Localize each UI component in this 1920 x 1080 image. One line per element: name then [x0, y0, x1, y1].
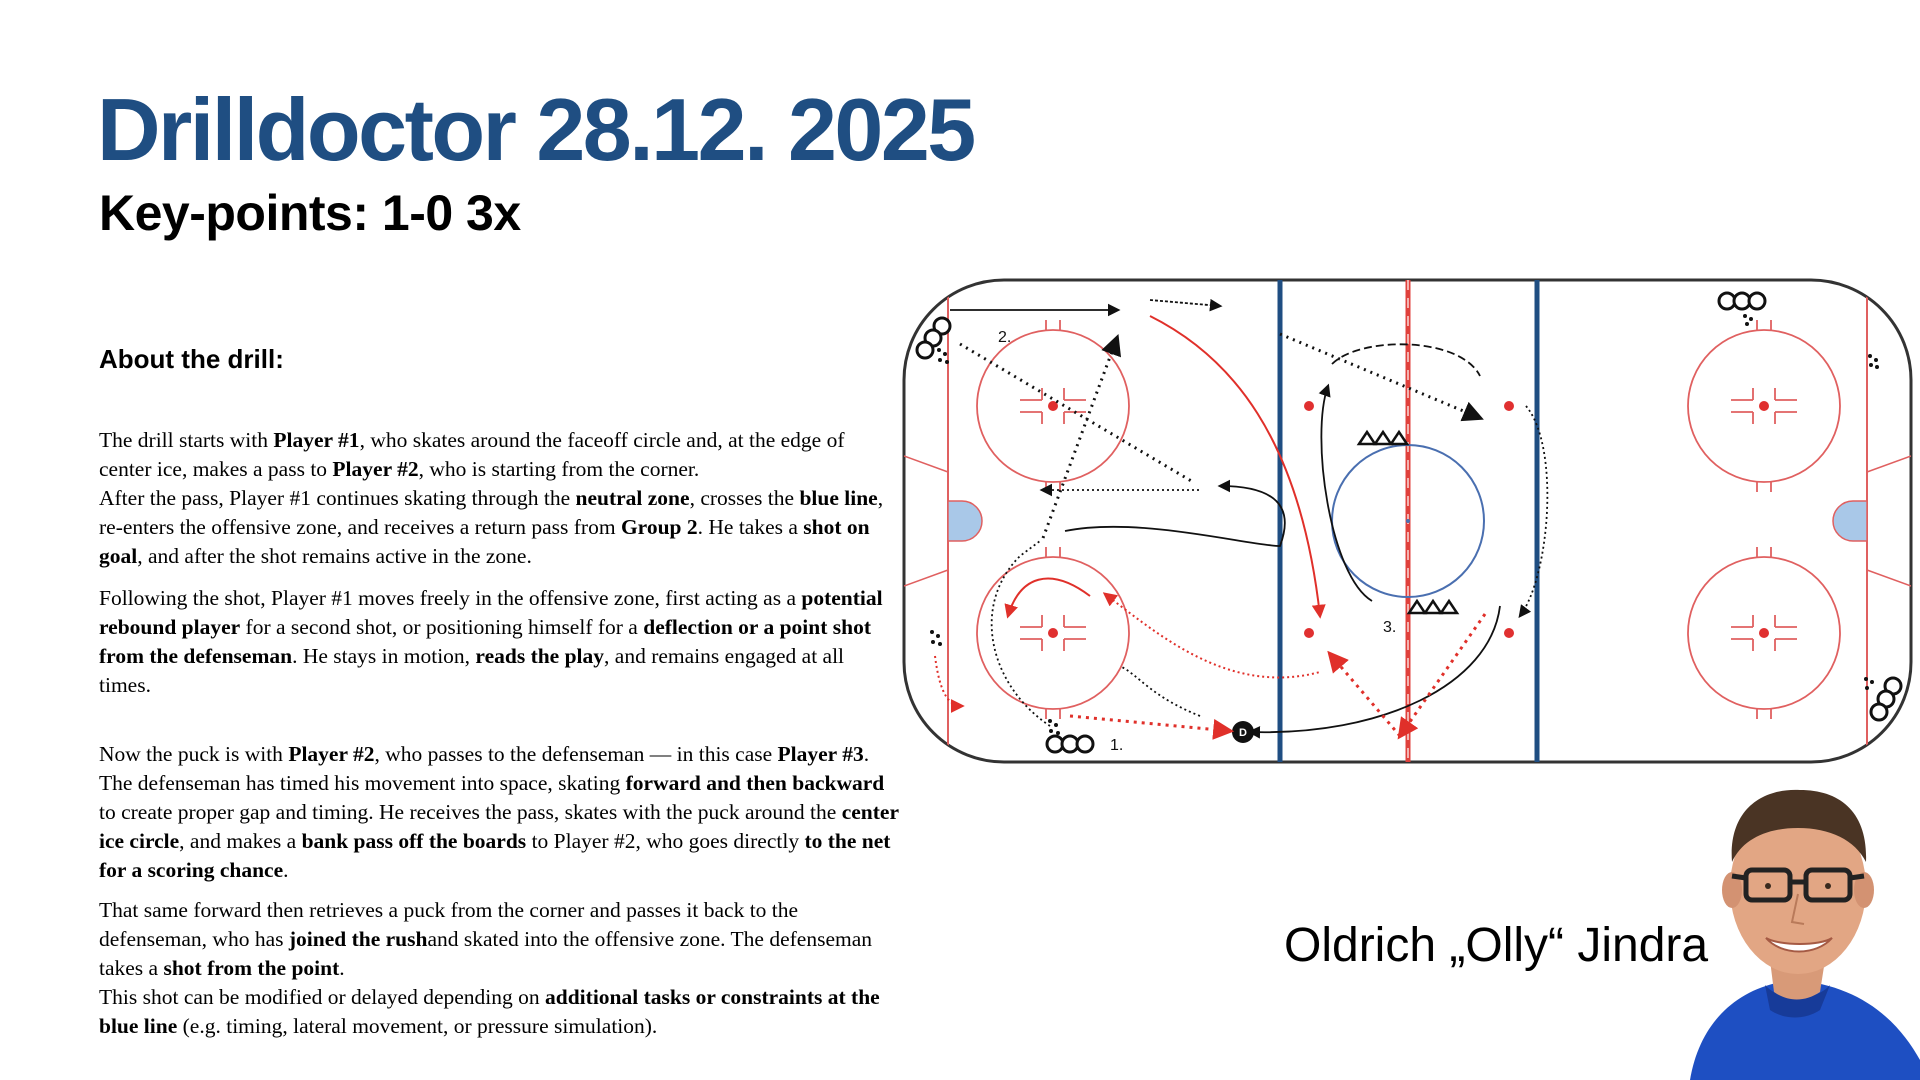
body-text: That same forward then retrieves a puck from the corner and passes it back to the defenseman, who has — [99, 898, 799, 951]
paragraph-2 — [99, 584, 899, 700]
emphasis-text: Player #1 — [273, 428, 360, 452]
body-text: , who skates around the faceoff circle and, at the edge of center ice, makes a pass to — [99, 428, 845, 481]
body-text: . He stays in motion, — [292, 644, 476, 668]
body-text: , and remains engaged at all times. — [99, 644, 845, 697]
body-text: , who is starting from the corner. — [418, 457, 700, 481]
body-text: , re-enters the offensive zone, and receives a return pass from — [99, 486, 884, 539]
emphasis-text: joined the rush — [288, 927, 428, 951]
body-text: The drill starts with — [99, 428, 274, 452]
emphasis-text: reads the play — [475, 644, 605, 668]
body-text: (e.g. timing, lateral movement, or pressure simulation). — [177, 1014, 658, 1038]
body-text: . The defenseman has timed his movement into space, skating — [99, 742, 870, 795]
body-text: and skated into the offensive zone. The defenseman takes a — [99, 927, 873, 980]
body-text: , crosses the — [689, 486, 800, 510]
player-2-label: 2. — [998, 329, 1012, 346]
paragraph-3 — [99, 740, 899, 885]
author-portrait — [1670, 770, 1920, 1080]
body-text: to create proper gap and timing. He receives the pass, skates with the puck around the — [99, 800, 842, 824]
emphasis-text: additional tasks or constraints at the blue line — [99, 985, 880, 1038]
body-text: . He takes a — [697, 515, 804, 539]
paragraph-1 — [99, 426, 899, 571]
section-heading: About the drill: — [99, 344, 284, 374]
author-name: Oldrich „Olly“ Jindra — [1284, 919, 1709, 972]
goal-crease-right — [1833, 501, 1867, 541]
emphasis-text: Player #2 — [288, 742, 375, 766]
body-text: This shot can be modified or delayed depending on — [99, 985, 546, 1009]
body-text: . — [283, 858, 289, 882]
page-title: Drilldoctor 28.12. 2025 — [97, 80, 974, 179]
body-text: , and after the shot remains active in the zone. — [137, 544, 532, 568]
player-group-1 — [1047, 736, 1093, 752]
emphasis-text: center ice circle — [99, 800, 899, 853]
emphasis-text: neutral zone — [575, 486, 690, 510]
player-3-label: 3. — [1383, 619, 1397, 636]
body-text: , who passes to the defenseman — in this case — [374, 742, 778, 766]
body-text: Following the shot, Player #1 moves freely in the offensive zone, first acting as a — [99, 586, 802, 610]
goal-crease-left — [948, 501, 982, 541]
body-text: , and makes a — [179, 829, 302, 853]
emphasis-text: shot from the point — [163, 956, 340, 980]
player-group-right-top — [1719, 293, 1765, 309]
paragraph-4 — [99, 896, 899, 1041]
body-text: to Player #2, who goes directly — [526, 829, 805, 853]
emphasis-text: Player #2 — [332, 457, 419, 481]
emphasis-text: potential rebound player — [99, 586, 883, 639]
defenseman-label: D — [1239, 727, 1247, 739]
player-1-label: 1. — [1110, 737, 1124, 754]
emphasis-text: Group 2 — [620, 515, 698, 539]
body-text: for a second shot, or positioning himself for a — [240, 615, 644, 639]
emphasis-text: forward and then backward — [625, 771, 885, 795]
emphasis-text: shot on goal — [99, 515, 870, 568]
page-subtitle: Key-points: 1-0 3x — [99, 185, 521, 241]
emphasis-text: Player #3 — [777, 742, 864, 766]
cones-top — [1359, 432, 1407, 444]
cones-bottom — [1409, 601, 1457, 613]
emphasis-text: bank pass off the boards — [301, 829, 527, 853]
emphasis-text: deflection or a point shot from the defenseman — [99, 615, 871, 668]
body-text: Now the puck is with — [99, 742, 289, 766]
drill-diagram — [900, 276, 1915, 766]
emphasis-text: to the net for a scoring chance — [99, 829, 891, 882]
emphasis-text: blue line — [799, 486, 878, 510]
body-text: . — [339, 956, 345, 980]
body-text: After the pass, Player #1 continues skating through the — [99, 486, 576, 510]
